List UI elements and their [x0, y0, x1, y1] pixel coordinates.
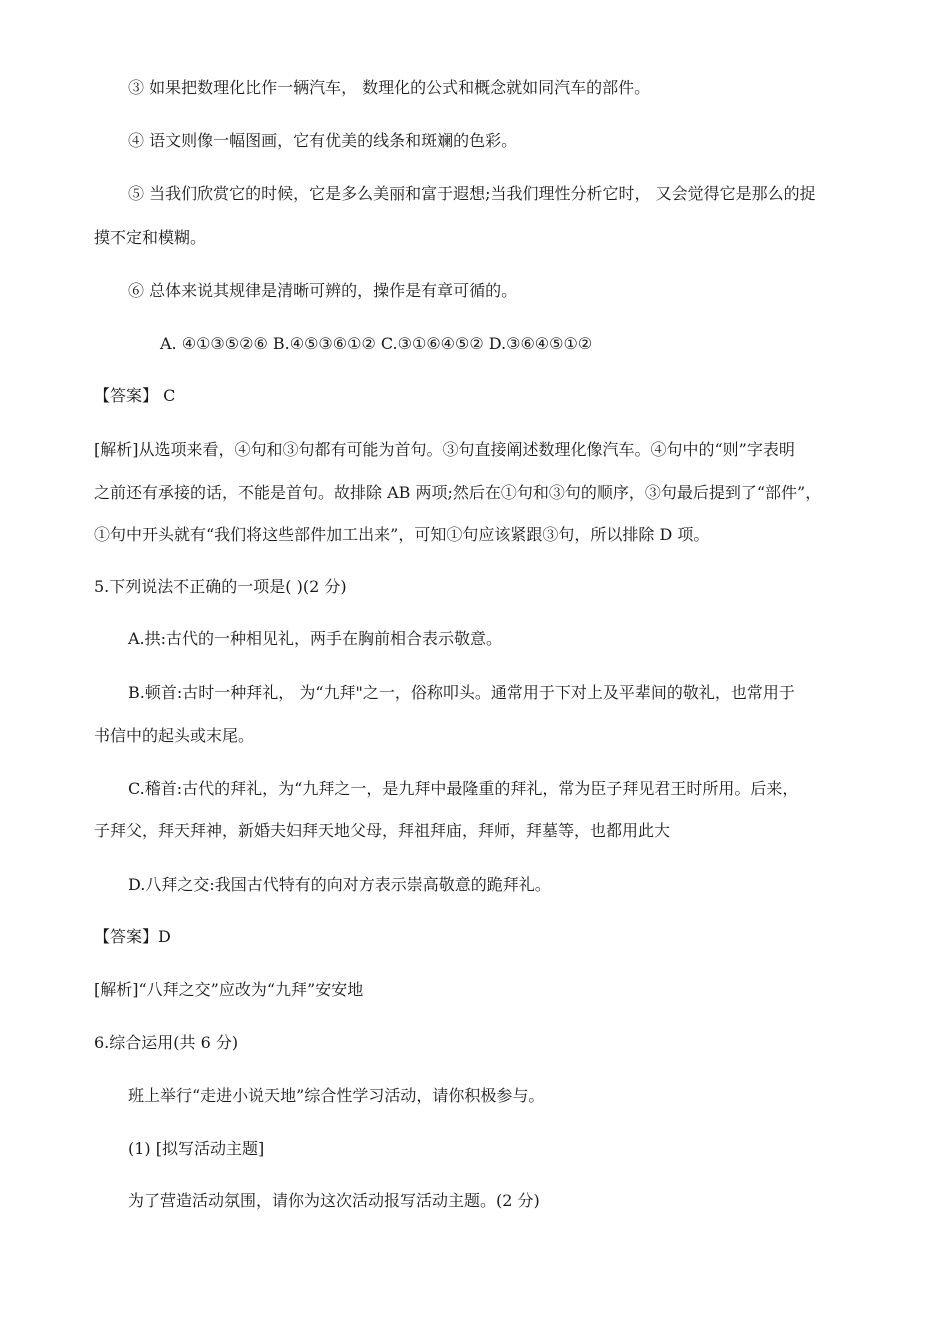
q4-sentence-6: ⑥ 总体来说其规律是清晰可辨的，操作是有章可循的。	[128, 281, 518, 300]
q5-option-c-line2: 子拜父，拜天拜神，新婚夫妇拜天地父母，拜祖拜庙，拜师，拜墓等，也都用此大	[94, 821, 671, 840]
q5-option-c-line1: C.稽首:古代的拜礼，为“九拜之一，是九拜中最隆重的拜礼，常为臣子拜见君王时所用。后来，	[128, 779, 799, 798]
q6-stem: 6.综合运用(共 6 分)	[94, 1033, 239, 1052]
q5-stem: 5.下列说法不正确的一项是( )(2 分)	[94, 577, 347, 596]
q5-option-b-line1: B.顿首:古时一种拜礼， 为“九拜"之一，俗称叩头。通常用于下对上及平辈间的敬礼，也常用于	[128, 683, 795, 702]
q5-option-b-line2: 书信中的起头或末尾。	[94, 726, 255, 745]
q4-sentence-5-line1: ⑤ 当我们欣赏它的时候，它是多么美丽和富于遐想;当我们理性分析它时， 又会觉得它是那么的捉	[128, 184, 816, 203]
q6-sub1-title: (1) [拟写活动主题]	[128, 1139, 265, 1158]
q5-analysis: [解析]“八拜之交”应改为“九拜”安安地	[94, 980, 364, 999]
q4-analysis-line3: ①句中开头就有“我们将这些部件加工出来”，可知①句应该紧跟③句，所以排除 D 项。	[94, 525, 710, 544]
q4-analysis-line2: 之前还有承接的话，不能是首句。故排除 AB 两项;然后在①句和③句的顺序，③句最后提到了“部件”，	[94, 483, 822, 502]
q6-sub1-prompt: 为了营造活动氛围，请你为这次活动报写活动主题。(2 分)	[128, 1191, 540, 1210]
q4-sentence-5-line2: 摸不定和模糊。	[94, 228, 207, 247]
q4-sentence-4: ④ 语文则像一幅图画，它有优美的线条和斑斓的色彩。	[128, 131, 518, 150]
q6-intro: 班上举行“走进小说天地”综合性学习活动，请你积极参与。	[128, 1086, 545, 1105]
q5-answer: 【答案】D	[94, 927, 171, 946]
q5-option-d: D.八拜之交:我国古代特有的向对方表示崇高敬意的跪拜礼。	[128, 875, 551, 894]
q4-options: A. ④①③⑤②⑥ B.④⑤③⑥①② C.③①⑥④⑤② D.③⑥④⑤①②	[160, 334, 593, 353]
q4-analysis-line1: [解析]从选项来看，④句和③句都有可能为首句。③句直接阐述数理化像汽车。④句中的“则”字表明	[94, 440, 795, 459]
q4-answer: 【答案】 C	[94, 386, 176, 405]
q4-sentence-3: ③ 如果把数理化比作一辆汽车， 数理化的公式和概念就如同汽车的部件。	[128, 78, 651, 97]
q5-option-a: A.拱:古代的一种相见礼，两手在胸前相合表示敬意。	[128, 629, 503, 648]
